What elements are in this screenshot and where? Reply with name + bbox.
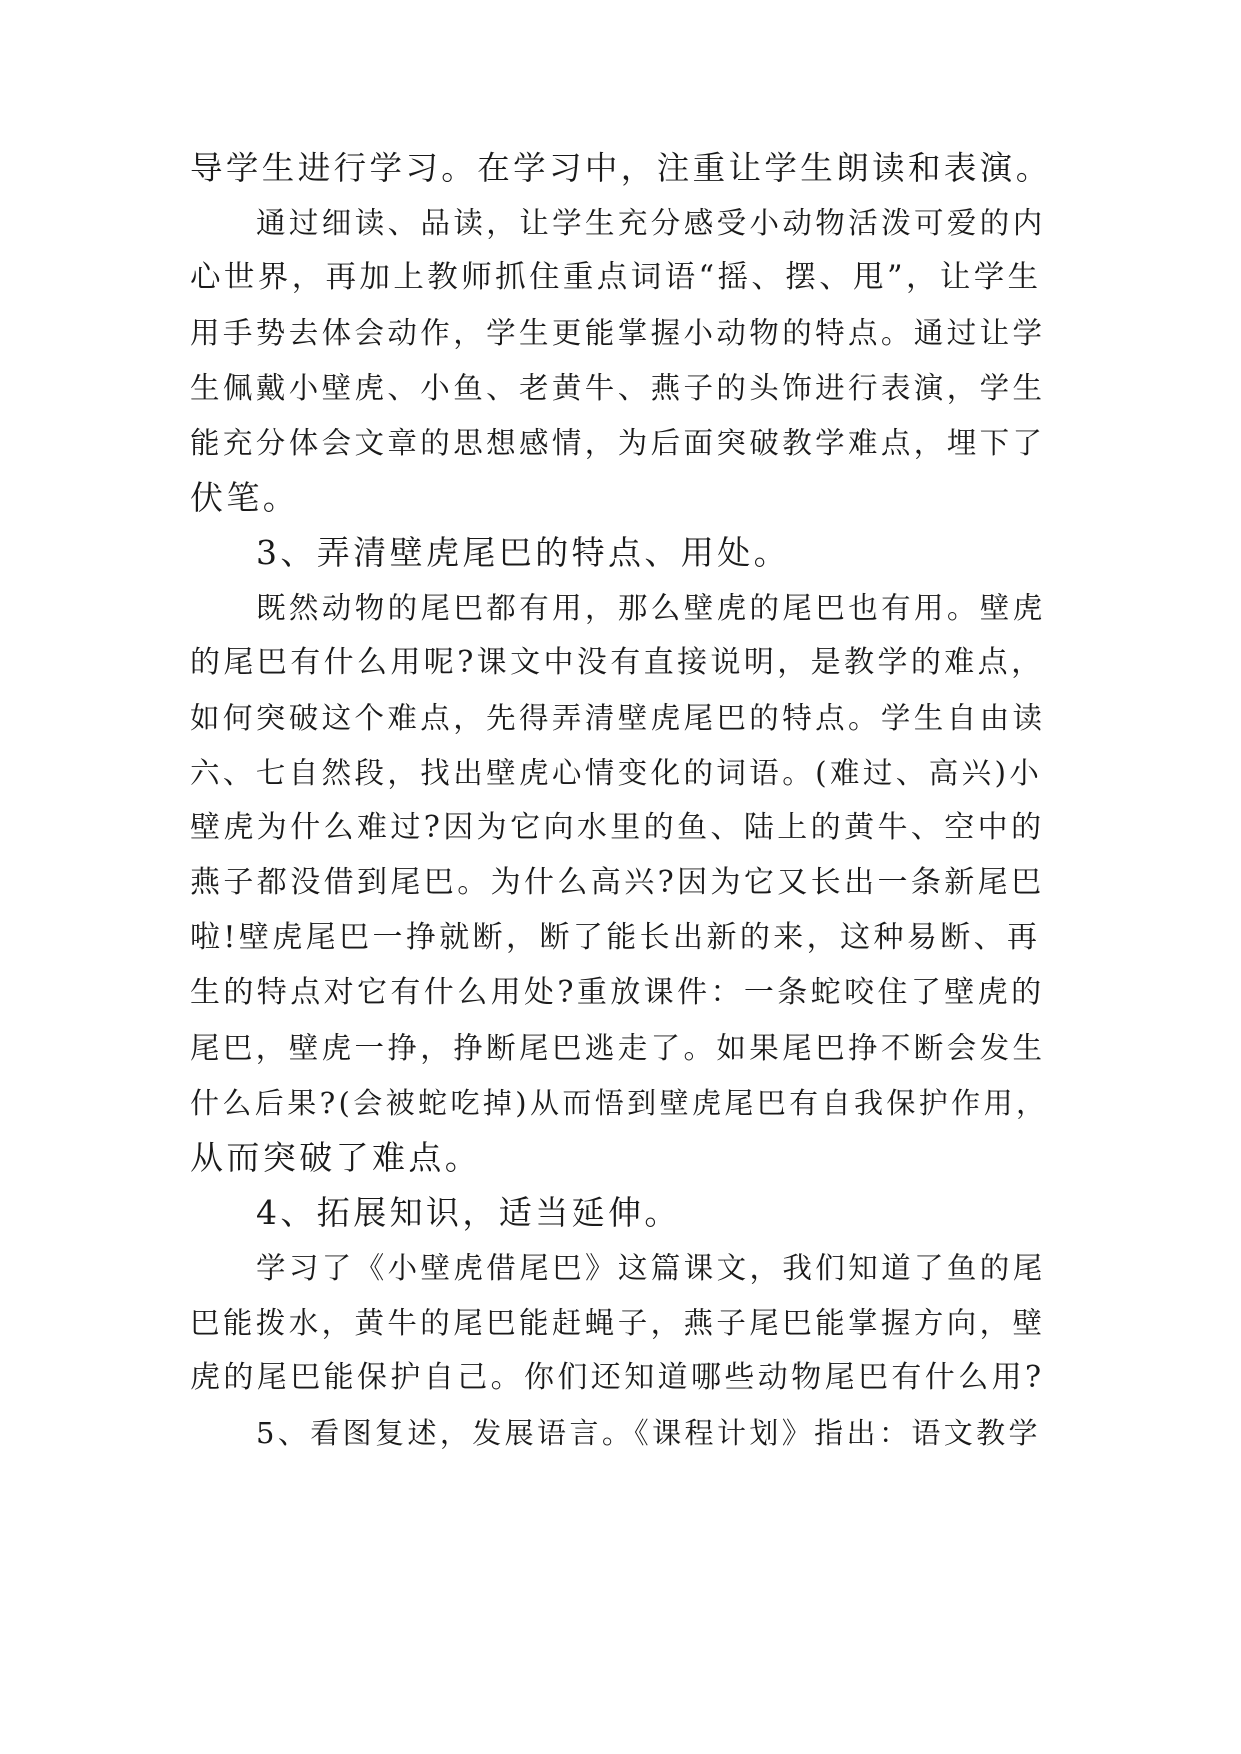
text-line: 生佩戴小壁虎、小鱼、老黄牛、燕子的头饰进行表演，学生 (190, 371, 1046, 405)
section-heading-4: 4、拓展知识，适当延伸。 (256, 1193, 681, 1232)
paragraph-start: 既然动物的尾巴都有用，那么壁虎的尾巴也有用。壁虎 (256, 591, 1046, 625)
text-line: 壁虎为什么难过?因为它向水里的鱼、陆上的黄牛、空中的 (190, 810, 1045, 845)
text-line: 什么后果?(会被蛇吃掉)从而悟到壁虎尾巴有自我保护作用， (190, 1086, 1049, 1120)
section-heading-5: 5、看图复述，发展语言。《课程计划》指出：语文教学 (256, 1416, 1041, 1450)
text-line: 的尾巴有什么用呢?课文中没有直接说明，是教学的难点， (190, 645, 1045, 680)
text-line: 从而突破了难点。 (190, 1138, 482, 1177)
text-line: 心世界，再加上教师抓住重点词语“摇、摆、甩”，让学生 (190, 260, 1042, 295)
text-line: 能充分体会文章的思想感情，为后面突破教学难点，埋下了 (190, 426, 1046, 460)
text-line: 用手势去体会动作，学生更能掌握小动物的特点。通过让学 (190, 316, 1046, 350)
text-line: 巴能拨水，黄牛的尾巴能赶蝇子，燕子尾巴能掌握方向，壁 (190, 1306, 1046, 1340)
text-line: 啦!壁虎尾巴一挣就断，断了能长出新的来，这种易断、再 (190, 920, 1041, 955)
text-line: 导学生进行学习。在学习中，注重让学生朗读和表演。 (190, 149, 1052, 187)
text-line: 生的特点对它有什么用处?重放课件：一条蛇咬住了壁虎的 (190, 975, 1045, 1010)
section-heading-3: 3、弄清壁虎尾巴的特点、用处。 (256, 533, 790, 572)
text-line: 伏笔。 (190, 478, 300, 517)
paragraph-start: 通过细读、品读，让学生充分感受小动物活泼可爱的内 (256, 206, 1046, 240)
paragraph-start: 学习了《小壁虎借尾巴》这篇课文，我们知道了鱼的尾 (256, 1251, 1046, 1285)
text-line: 六、七自然段，找出壁虎心情变化的词语。(难过、高兴)小 (190, 756, 1043, 790)
text-line: 虎的尾巴能保护自己。你们还知道哪些动物尾巴有什么用? (190, 1360, 1045, 1395)
text-line: 如何突破这个难点，先得弄清壁虎尾巴的特点。学生自由读 (190, 701, 1046, 735)
text-line: 尾巴，壁虎一挣，挣断尾巴逃走了。如果尾巴挣不断会发生 (190, 1031, 1046, 1065)
text-line: 燕子都没借到尾巴。为什么高兴?因为它又长出一条新尾巴 (190, 865, 1045, 900)
